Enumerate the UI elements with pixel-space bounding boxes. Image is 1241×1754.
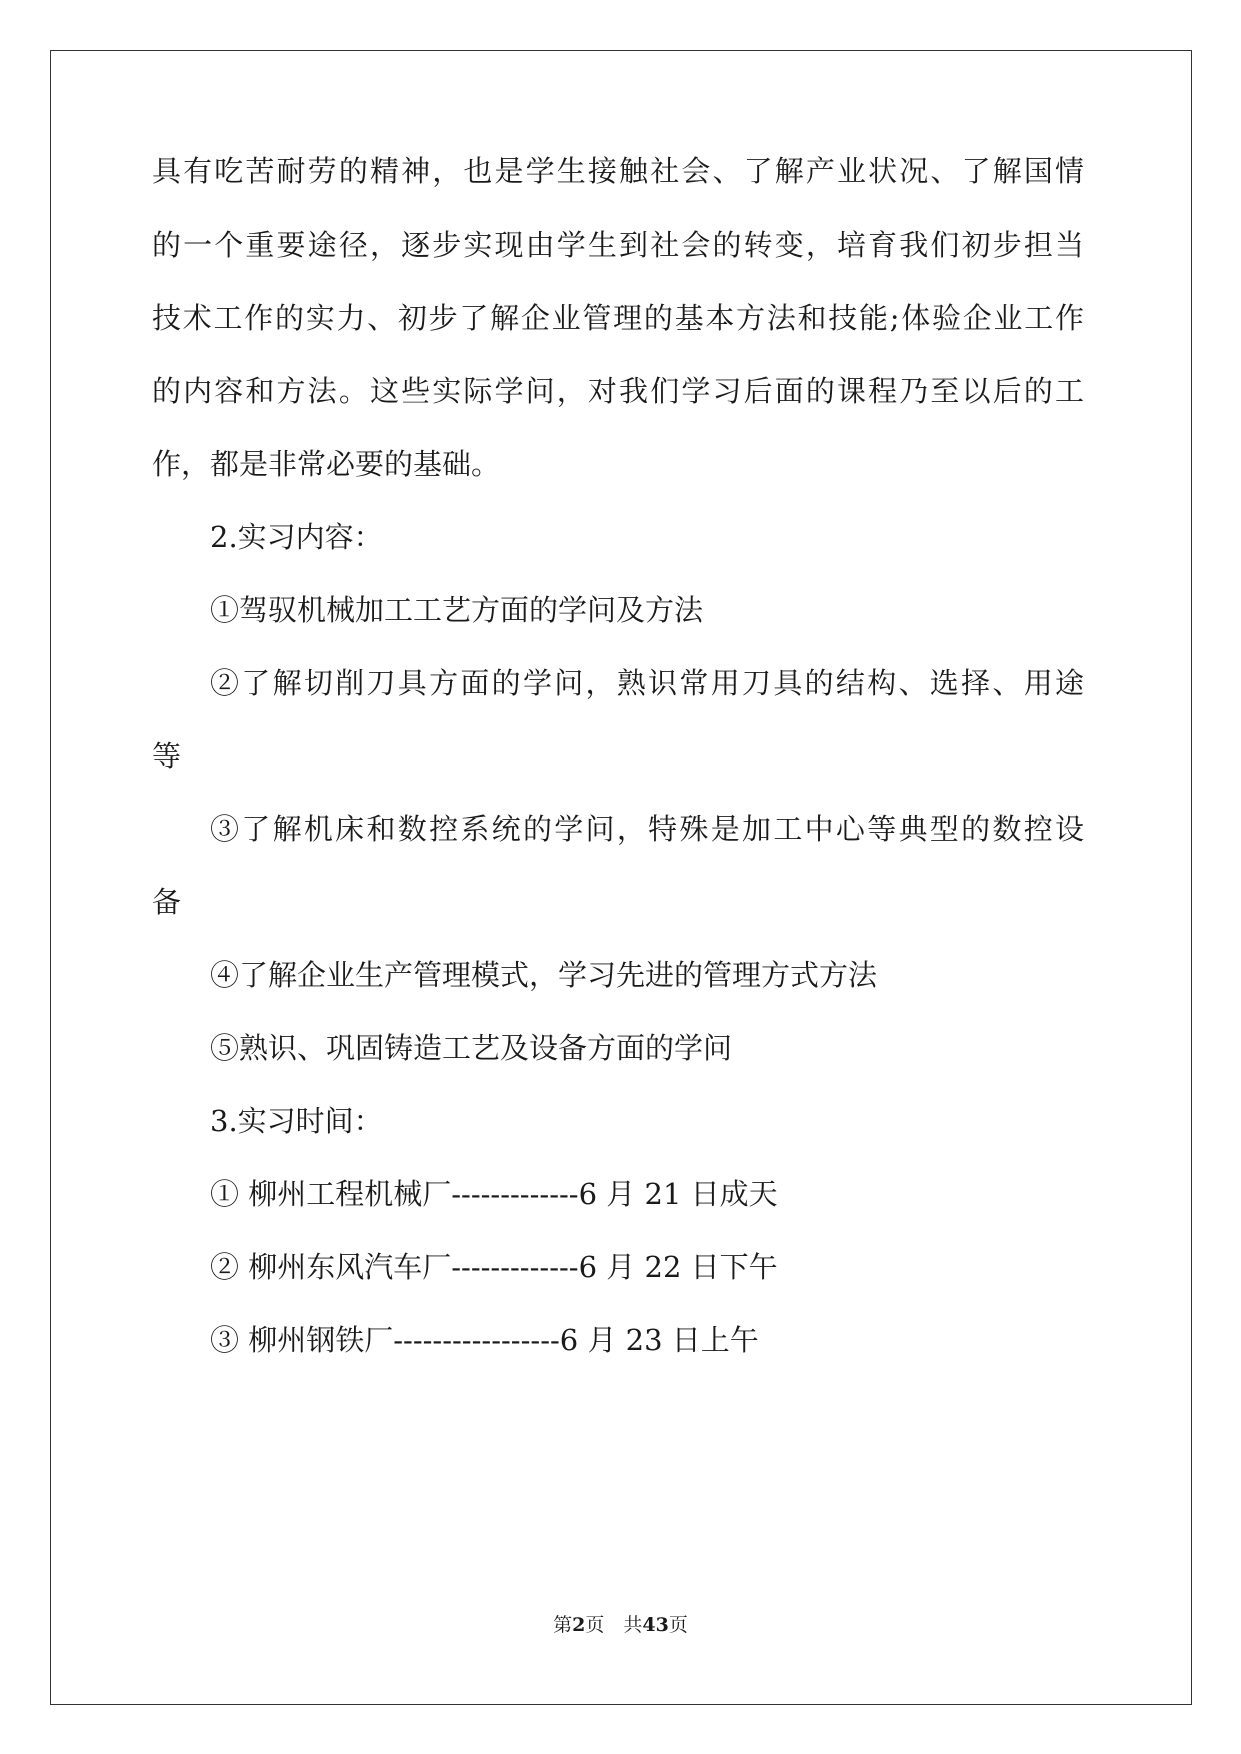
paragraph-line: 作，都是非常必要的基础。 [152, 447, 501, 481]
list-item: ②了解切削刀具方面的学问，熟识常用刀具的结构、选择、用途 [210, 666, 1084, 700]
schedule-item: ② 柳州东风汽车厂-------------6 月 22 日下午 [210, 1250, 778, 1284]
footer-suffix: 页 [668, 1614, 688, 1636]
list-item: ①驾驭机械加工工艺方面的学问及方法 [210, 593, 704, 627]
paragraph-line: 的一个重要途径，逐步实现由学生到社会的转变，培育我们初步担当 [152, 228, 1084, 262]
schedule-item: ① 柳州工程机械厂-------------6 月 21 日成天 [210, 1177, 778, 1211]
list-item: ⑤熟识、巩固铸造工艺及设备方面的学问 [210, 1031, 733, 1065]
list-item-continuation: 等 [152, 739, 182, 773]
page-border [50, 50, 1192, 1705]
footer-prefix: 第 [553, 1614, 573, 1636]
paragraph-line: 技术工作的实力、初步了解企业管理的基本方法和技能;体验企业工作 [152, 301, 1084, 335]
section-heading: 2.实习内容： [210, 520, 383, 554]
footer-total-pages: 43 [642, 1614, 669, 1636]
page-footer [0, 1613, 1241, 1637]
footer-mid: 页 共 [585, 1614, 643, 1636]
schedule-item: ③ 柳州钢铁厂-----------------6 月 23 日上午 [210, 1323, 759, 1357]
paragraph-line: 的内容和方法。这些实际学问，对我们学习后面的课程乃至以后的工 [152, 374, 1084, 408]
list-item: ③了解机床和数控系统的学问，特殊是加工中心等典型的数控设 [210, 812, 1084, 846]
list-item: ④了解企业生产管理模式，学习先进的管理方式方法 [210, 958, 878, 992]
footer-page-number: 2 [572, 1614, 586, 1636]
section-heading: 3.实习时间： [210, 1104, 383, 1138]
paragraph-line: 具有吃苦耐劳的精神，也是学生接触社会、了解产业状况、了解国情 [152, 154, 1084, 188]
list-item-continuation: 备 [152, 885, 182, 919]
